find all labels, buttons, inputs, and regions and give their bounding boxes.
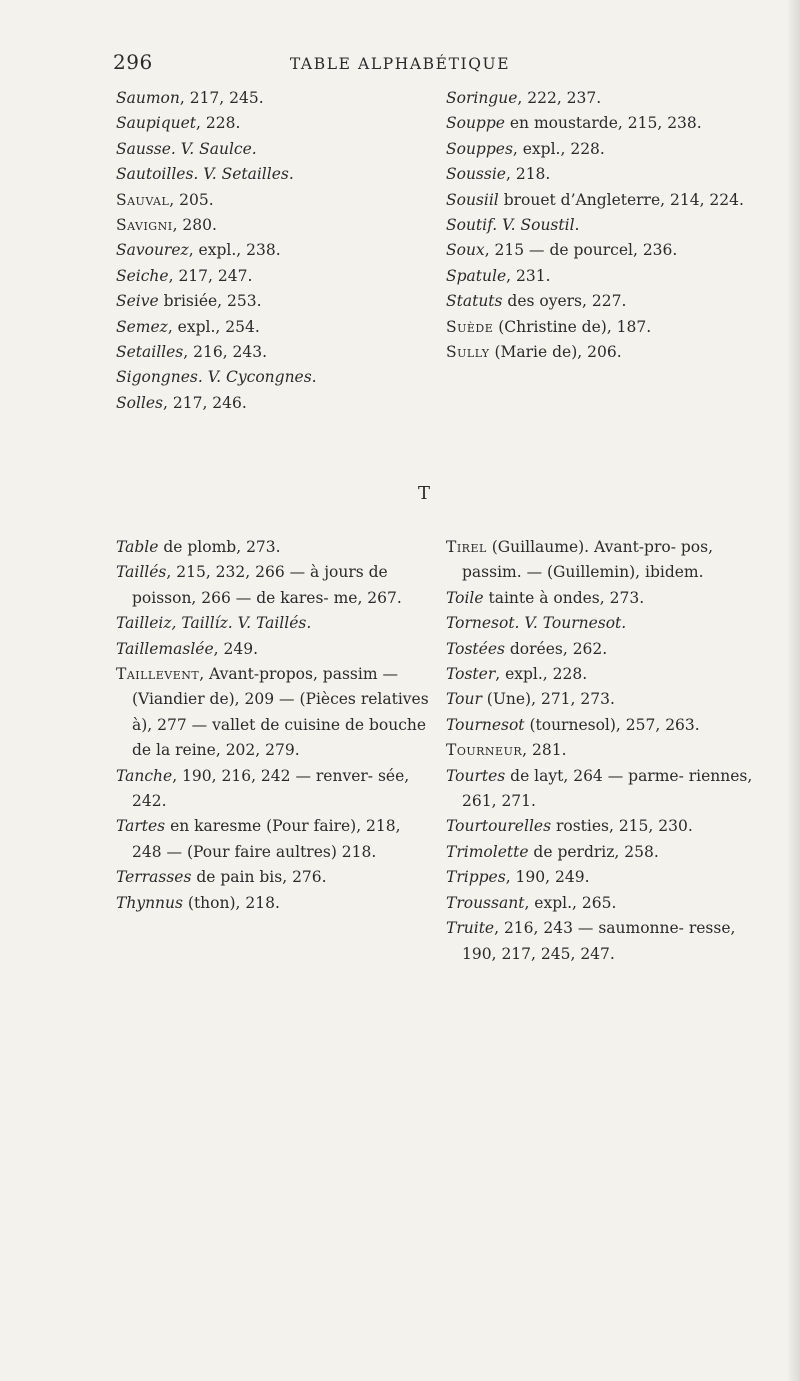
index-entry [116, 289, 434, 314]
index-column-s-right [446, 86, 766, 365]
index-references: , 205. [169, 190, 214, 209]
index-term: Spatule [446, 266, 507, 285]
index-term: Soutif. V. Soustil. [446, 216, 580, 235]
index-references: en karesme (Pour faire), 218, 248 — (Pour faire aultres) 218. [132, 817, 401, 861]
index-term: Taillemaslée [116, 639, 214, 658]
index-entry [116, 764, 434, 815]
index-entry [446, 264, 766, 289]
index-column-t-right [446, 535, 766, 967]
index-term: Terrasses [116, 868, 192, 887]
page-number: 296 [113, 50, 153, 74]
index-entry [116, 86, 434, 111]
index-references: , 218. [505, 165, 551, 184]
index-references: des oyers, 227. [502, 292, 627, 311]
index-entry [446, 315, 766, 340]
index-references: (Marie de), 206. [489, 343, 622, 362]
index-term: Troussant [446, 893, 525, 912]
index-references: brisiée, 253. [158, 292, 262, 311]
index-entry [116, 111, 434, 136]
index-references: (Guillaume). Avant-pro- pos, passim. — (Guillemin), ibidem. [462, 538, 713, 582]
index-references: , 231. [506, 266, 551, 285]
index-references: , Avant-propos, passim — (Viandier de), 209 — (Pièces relatives à), 277 — vallet de cuisine de bouche de la reine, 202, 279. [132, 665, 429, 760]
index-references: de layt, 264 — parme- riennes, 261, 271. [462, 766, 753, 811]
index-references: , 281. [522, 741, 567, 760]
index-name: Sully [446, 343, 490, 362]
index-term: Soussie [446, 165, 506, 184]
index-entry [446, 162, 766, 187]
index-entry [116, 340, 434, 365]
index-references: de pain bis, 276. [191, 868, 327, 887]
index-entry [116, 213, 434, 238]
index-term: Seive [116, 292, 159, 311]
index-references: , 190, 249. [505, 868, 590, 887]
index-entry [446, 137, 766, 162]
index-references: (thon), 218. [182, 893, 280, 912]
index-entry [446, 611, 766, 636]
index-entry [116, 560, 434, 611]
index-entry [116, 264, 434, 289]
index-term: Sousiil [446, 190, 499, 209]
index-term: Savourez [116, 241, 189, 260]
index-entry [446, 738, 766, 763]
index-term: Solles [116, 393, 163, 412]
index-term: Sausse. V. Saulce. [116, 139, 257, 158]
index-references: (Une), 271, 273. [481, 690, 615, 709]
index-term: Toster [446, 665, 496, 684]
index-entry [446, 340, 766, 365]
index-entry [446, 840, 766, 865]
index-term: Setailles [116, 343, 184, 362]
index-term: Tourtes [446, 766, 506, 785]
index-term: Trimolette [446, 842, 529, 861]
index-references: rosties, 215, 230. [551, 817, 693, 836]
index-entry [446, 86, 766, 111]
index-term: Toile [446, 588, 484, 607]
index-references: , 217, 245. [179, 89, 264, 107]
index-references: , expl., 228. [512, 139, 605, 158]
index-entry [116, 637, 434, 662]
index-entry [446, 289, 766, 314]
index-entry [446, 814, 766, 839]
index-entry [446, 891, 766, 916]
index-term: Truite [446, 919, 495, 938]
index-entry [446, 111, 766, 136]
section-letter-t: T [417, 483, 430, 504]
index-entry [446, 213, 766, 238]
index-references: en moustarde, 215, 238. [504, 114, 702, 133]
index-term: Sigongnes. V. Cycongnes. [116, 368, 317, 387]
index-entry [116, 891, 434, 916]
index-entry [116, 137, 434, 162]
index-term: Tournesot [446, 715, 525, 734]
index-entry [446, 764, 766, 815]
index-entry [446, 188, 766, 213]
index-references: , 217, 246. [163, 393, 247, 412]
index-name: Suède [446, 317, 494, 336]
index-term: Thynnus [116, 893, 183, 912]
index-term: Trippes [446, 868, 506, 887]
index-entry [116, 315, 434, 340]
index-references: de perdriz, 258. [528, 842, 659, 861]
index-term: Tour [446, 690, 482, 709]
index-term: Soux [446, 241, 485, 260]
index-references: , 216, 243. [183, 343, 268, 362]
index-references: , 215, 232, 266 — à jours de poisson, 266 — de kares- me, 267. [132, 563, 402, 607]
index-term: Tostées [446, 639, 505, 658]
index-entry [446, 238, 766, 263]
index-references: (Christine de), 187. [493, 317, 652, 336]
index-term: Soringue [446, 89, 518, 107]
index-entry [446, 637, 766, 662]
index-references: , 222, 237. [517, 89, 602, 107]
index-term: Semez [116, 317, 168, 336]
index-column-t-left [116, 535, 434, 916]
index-column-s-left [116, 86, 434, 416]
index-references: dorées, 262. [504, 639, 608, 658]
index-name: Tirel [446, 538, 487, 556]
index-references: , 190, 216, 242 — renver- sée, 242. [132, 766, 410, 811]
index-term: Tornesot. V. Tournesot. [446, 614, 627, 633]
index-entry [116, 865, 434, 890]
index-name: Tourneur [446, 741, 523, 760]
running-head: TABLE ALPHABÉTIQUE [289, 55, 511, 73]
index-entry [446, 662, 766, 687]
index-term: Tanche [116, 766, 173, 785]
index-references: , 280. [172, 216, 217, 235]
index-term: Tailleiz, Taillíz. V. Taillés. [116, 614, 312, 633]
index-references: , expl., 265. [524, 893, 617, 912]
index-references: , 217, 247. [168, 266, 253, 285]
index-term: Saupiquet [116, 114, 197, 133]
index-term: Statuts [446, 292, 503, 311]
index-term: Souppe [446, 114, 505, 133]
index-references: , 228. [196, 114, 241, 133]
index-term: Tartes [116, 817, 166, 836]
index-entry [116, 365, 434, 390]
page-edge-shadow [786, 0, 800, 1381]
index-entry [116, 238, 434, 263]
index-term: Seiche [116, 266, 169, 285]
index-references: , 215 — de pourcel, 236. [484, 241, 678, 260]
index-entry [446, 535, 766, 586]
index-references: , 216, 243 — saumonne- resse, 190, 217, 245, 247. [462, 919, 736, 963]
index-references: , expl., 228. [495, 665, 588, 684]
index-term: Saumon [116, 89, 180, 107]
index-entry [116, 535, 434, 560]
index-entry [446, 687, 766, 712]
index-term: Table [116, 538, 159, 556]
index-term: Taillés [116, 563, 167, 582]
index-references: , expl., 254. [167, 317, 260, 336]
index-name: Taillevent [116, 665, 200, 684]
index-entry [116, 814, 434, 865]
index-references: , 249. [213, 639, 258, 658]
index-term: Sautoilles. V. Setailles. [116, 165, 294, 184]
index-references: , expl., 238. [188, 241, 281, 260]
index-entry [116, 391, 434, 416]
index-entry [446, 916, 766, 967]
index-entry [116, 662, 434, 764]
index-entry [446, 865, 766, 890]
index-name: Sauval [116, 190, 170, 209]
index-entry [116, 188, 434, 213]
index-entry [116, 611, 434, 636]
index-term: Souppes [446, 139, 513, 158]
index-entry [446, 586, 766, 611]
index-entry [116, 162, 434, 187]
index-references: de plomb, 273. [158, 538, 281, 556]
index-references: (tournesol), 257, 263. [524, 715, 700, 734]
index-entry [446, 713, 766, 738]
index-name: Savigni [116, 216, 173, 235]
index-term: Tourtourelles [446, 817, 552, 836]
index-references: tainte à ondes, 273. [483, 588, 645, 607]
index-references: brouet d’Angleterre, 214, 224. [498, 190, 744, 209]
